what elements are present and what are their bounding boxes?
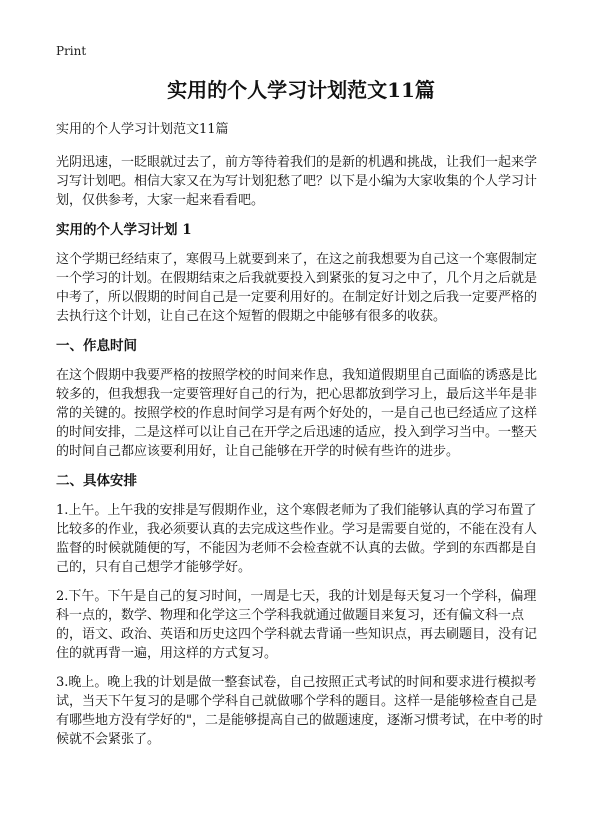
plan-1-heading: 实用的个人学习计划 1 (56, 222, 192, 238)
arrangement-item-afternoon: 2.下午。下午是自己的复习时间，一周是七天，我的计划是每天复习一个学科，偏理科一点的，数学、物理和化学这三个学科我就通过做题目来复习，还有偏文科一点的，语文、政治、英语和历史这四个学科就去背诵一些知识点，再去刷题目，没有记住的就再背一遍，用这样的方式复习。 (56, 589, 538, 661)
section-arrangement-heading: 二、具体安排 (56, 473, 137, 489)
print-link[interactable]: Print (56, 44, 87, 58)
intro-paragraph: 光阴迅速，一眨眼就过去了，前方等待着我们的是新的机遇和挑战，让我们一起来学习写计划吧。相信大家又在为写计划犯愁了吧？以下是小编为大家收集的个人学习计划，仅供参考，大家一起来看看吧。 (56, 155, 538, 208)
section-schedule-heading: 一、作息时间 (56, 338, 137, 354)
arrangement-item-evening: 3.晚上。晚上我的计划是做一整套试卷，自己按照正式考试的时间和要求进行模拟考试，当天下午复习的是哪个学科自己就做哪个学科的题目。这样一是能够检查自己是有哪些地方没有学好的"，二是能够提高自己的做题速度，逐渐习惯考试，在中考的时候就不会紧张了。 (56, 675, 543, 747)
section-schedule-paragraph: 在这个假期中我要严格的按照学校的时间来作息，我知道假期里自己面临的诱惑是比较多的，但我想我一定要管理好自己的行为，把心思都放到学习上，最后这半年是非常的关键的。按照学校的作息时间学习是有两个好处的，一是自己也已经适应了这样的时间安排，二是这样可以让自己在开学之后迅速的适应，投入到学习当中。一整天的时间自己都应该要利用好，让自己能够在开学的时候有些许的进步。 (56, 368, 538, 459)
plan-1-paragraph: 这个学期已经结束了，寒假马上就要到来了，在这之前我想要为自己这一个寒假制定一个学习的计划。在假期结束之后我就要投入到紧张的复习之中了，几个月之后就是中考了，所以假期的时间自己是一定要利用好的。在制定好计划之后我一定要严格的去执行这个计划，让自己在这个短暂的假期之中能够有很多的收获。 (56, 252, 538, 324)
arrangement-item-morning: 1.上午。上午我的安排是写假期作业，这个寒假老师为了我们能够认真的学习布置了比较多的作业，我必须要认真的去完成这些作业。学习是需要自觉的，不能在没有人监督的时候就随便的写，不能因为老师不会检查就不认真的去做。学到的东西都是自己的，只有自己想学才能够学好。 (56, 503, 538, 575)
document-subtitle: 实用的个人学习计划范文11篇 (56, 122, 229, 137)
page-title: 实用的个人学习计划范文11篇 (167, 78, 435, 102)
